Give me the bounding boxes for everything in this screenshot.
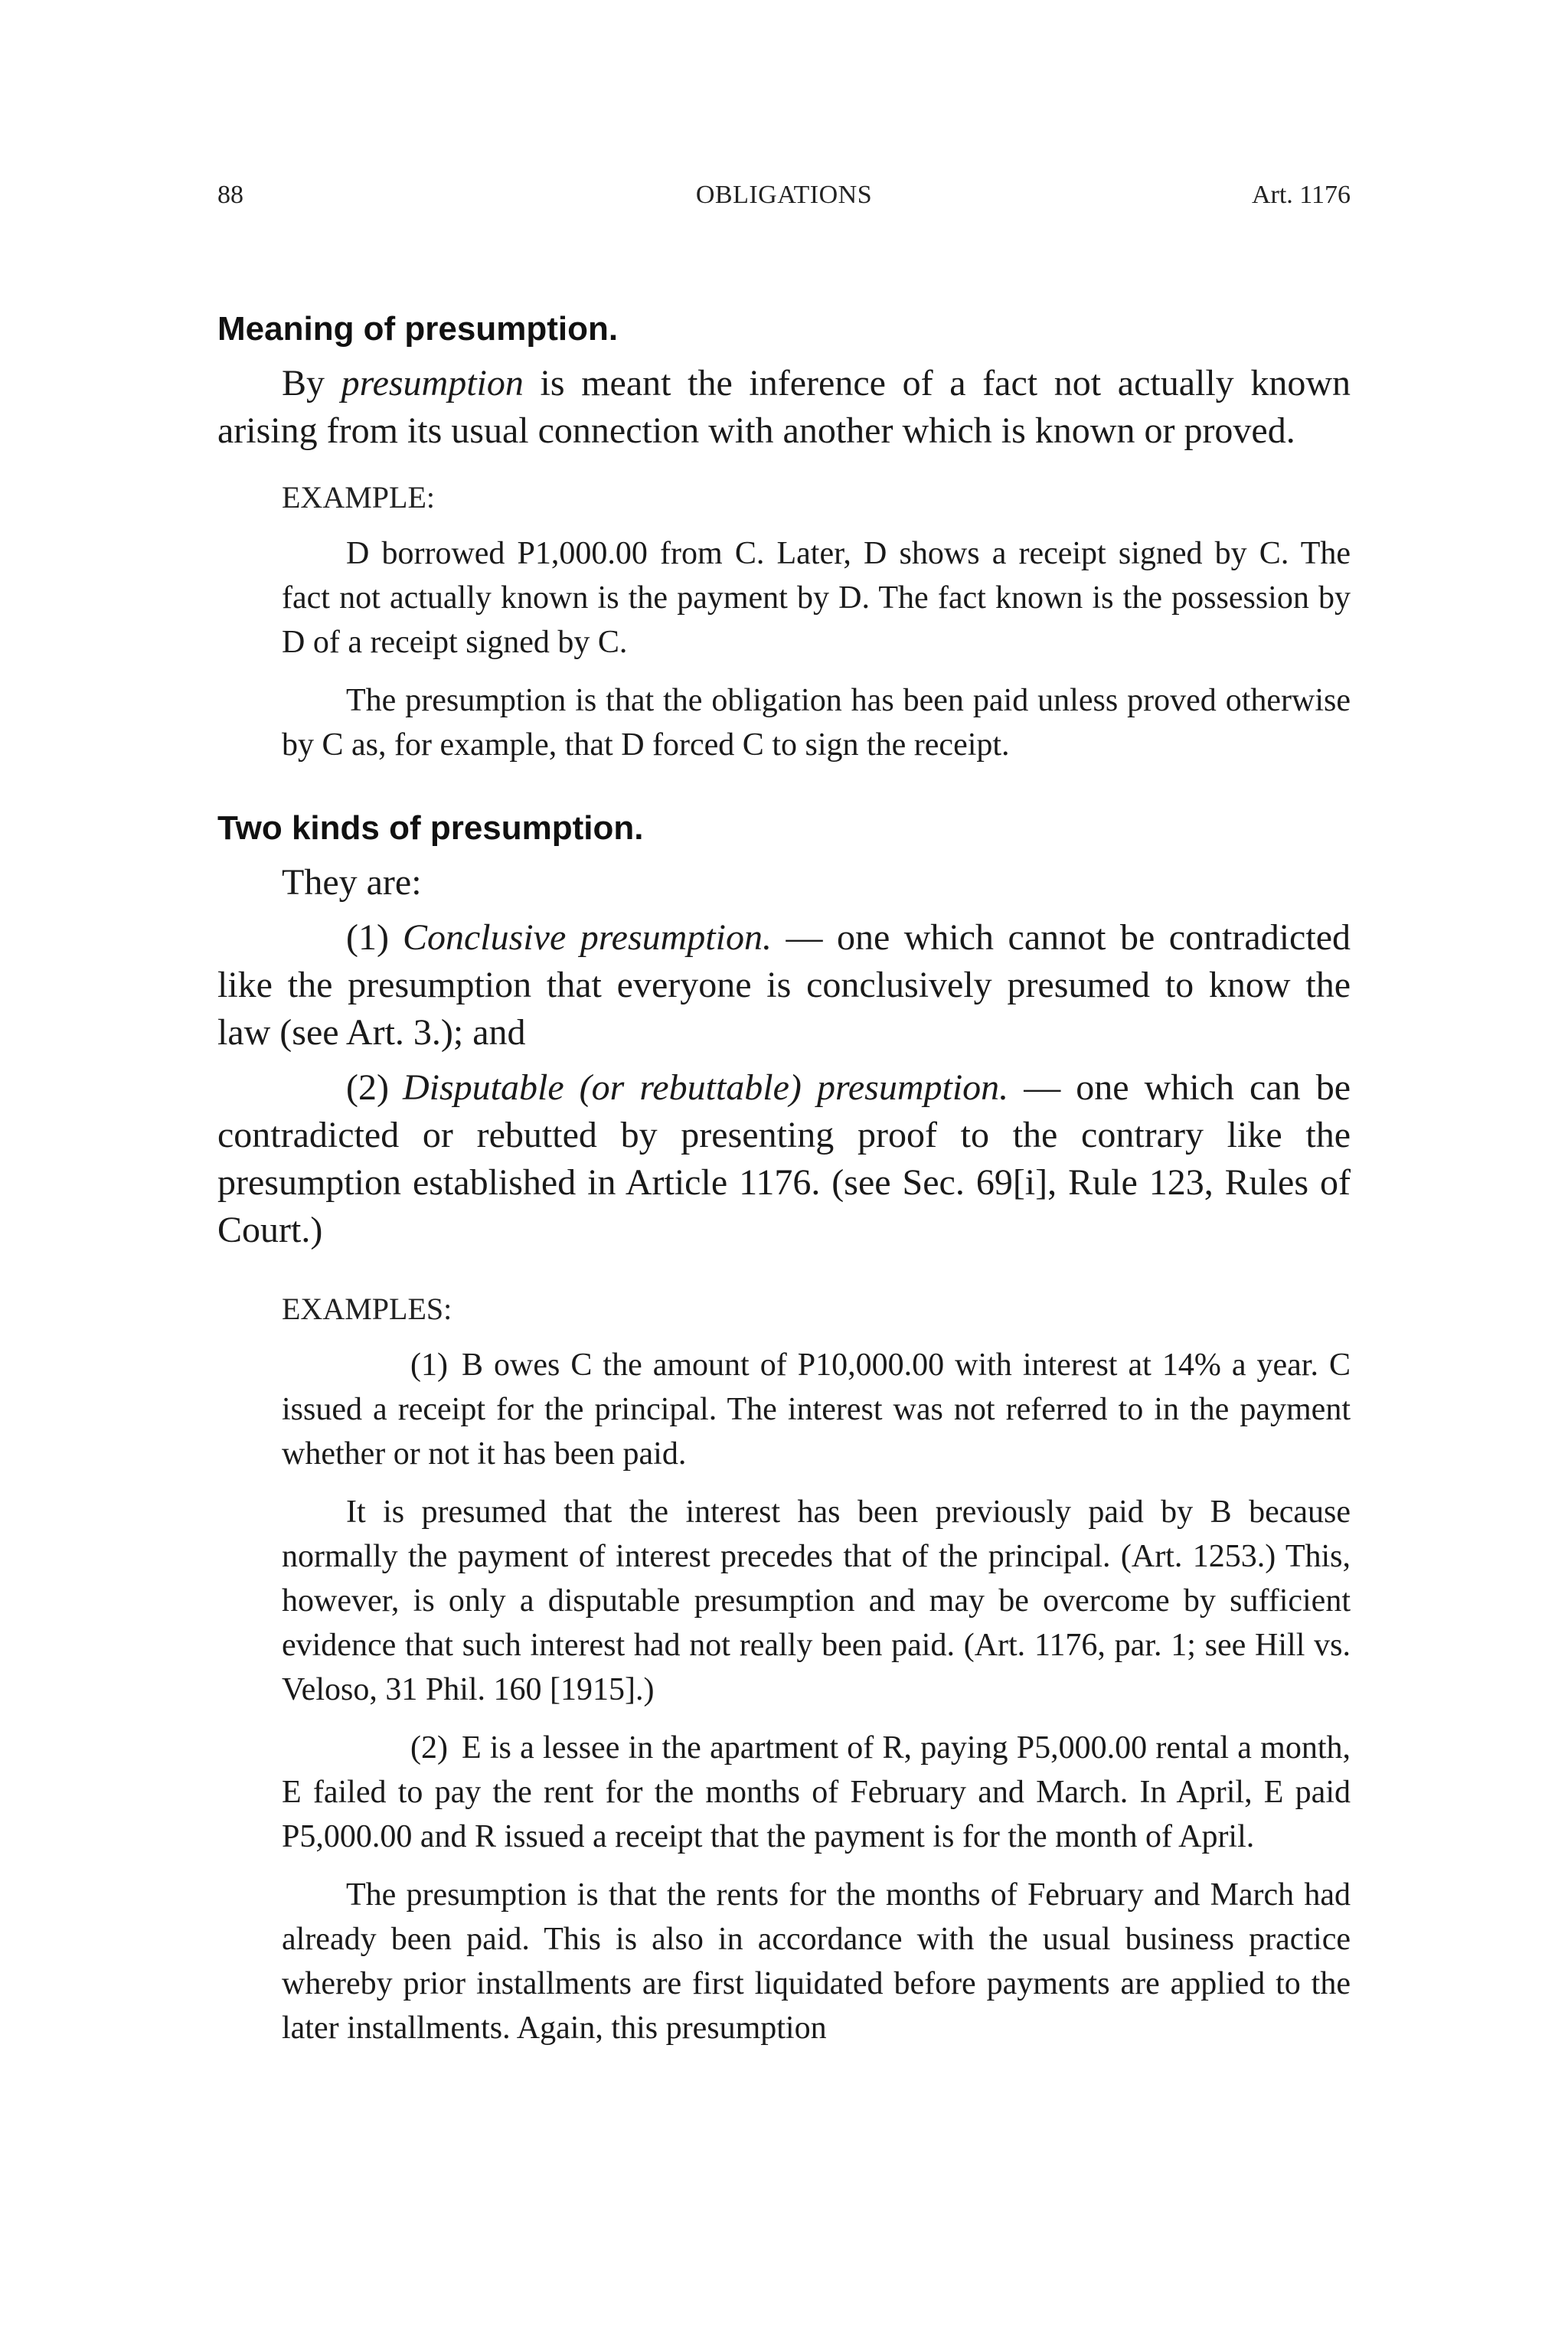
running-title: OBLIGATIONS — [695, 181, 873, 209]
example-paragraph — [282, 1726, 1351, 1859]
example-text: B owes C the amount of P10,000.00 with interest at 14% a year. C issued a receipt for the principal. The interest was not referred to in the payment whether or not it has been paid. — [282, 1348, 1351, 1472]
example-paragraph: The presumption is that the rents for the months of February and March had already been paid. This is also in accordance with the usual business practice whereby prior installments are first liquidated before payments are applied to the later installments. Again, this presumption — [282, 1877, 1351, 2046]
example-number: (1) — [410, 1348, 448, 1383]
running-header — [217, 181, 1351, 219]
section-heading-kinds: Two kinds of presumption. — [217, 809, 644, 847]
item-description: — one which cannot be contradicted like the presumption that everyone is conclusively presumed to know the law (see Art. 3.); and — [217, 917, 1351, 1053]
definition-paragraph — [217, 360, 1351, 455]
examples-label: EXAMPLES: — [282, 1292, 452, 1326]
article-reference: Art. 1176 — [1251, 181, 1351, 209]
item-term: Conclusive presumption. — [402, 917, 772, 958]
example-block-2 — [282, 1343, 1351, 2050]
kind-item-conclusive — [217, 914, 1351, 1057]
kinds-intro: They are: — [282, 862, 422, 903]
definition-text-rest: is meant the inference of a fact not actually known arising from its usual connection with another which is known or proved. — [217, 363, 1351, 451]
item-description: — one which can be contradicted or rebutted by presenting proof to the contrary like the presumption established in Article 1176. (see Sec. 69[i], Rule 123, Rules of Court.) — [217, 1067, 1351, 1250]
page-number: 88 — [217, 181, 243, 209]
example-number: (2) — [410, 1730, 448, 1766]
example-paragraph — [282, 1343, 1351, 1476]
section-heading-meaning: Meaning of presumption. — [217, 310, 619, 348]
example-block-1 — [282, 531, 1351, 767]
kind-item-disputable — [217, 1064, 1351, 1254]
item-term: Disputable (or rebuttable) presumption. — [402, 1067, 1009, 1108]
example-text: E is a lessee in the apartment of R, paying P5,000.00 rental a month, E failed to pay the rent for the months of February and March. In April, E paid P5,000.00 and R issued a receipt that the payment is for the month of April. — [282, 1730, 1351, 1854]
item-number: (2) — [346, 1067, 389, 1108]
example-label: EXAMPLE: — [282, 480, 435, 514]
example-paragraph: D borrowed P1,000.00 from C. Later, D shows a receipt signed by C. The fact not actually known is the payment by D. The fact known is the possession by D of a receipt signed by C. — [282, 536, 1351, 660]
definition-text-start: By — [282, 363, 341, 403]
page-body — [217, 305, 1351, 2050]
item-number: (1) — [346, 917, 389, 958]
example-paragraph: The presumption is that the obligation has been paid unless proved otherwise by C as, for example, that D forced C to sign the receipt. — [282, 683, 1351, 763]
definition-term: presumption — [341, 363, 524, 403]
example-paragraph: It is presumed that the interest has been previously paid by B because normally the payment of interest precedes that of the principal. (Art. 1253.) This, however, is only a disputable presumption and may be overcome by sufficient evidence that such interest had not really been paid. (Art. 1176, par. 1; see Hill vs. Veloso, 31 Phil. 160 [1915].) — [282, 1494, 1351, 1707]
